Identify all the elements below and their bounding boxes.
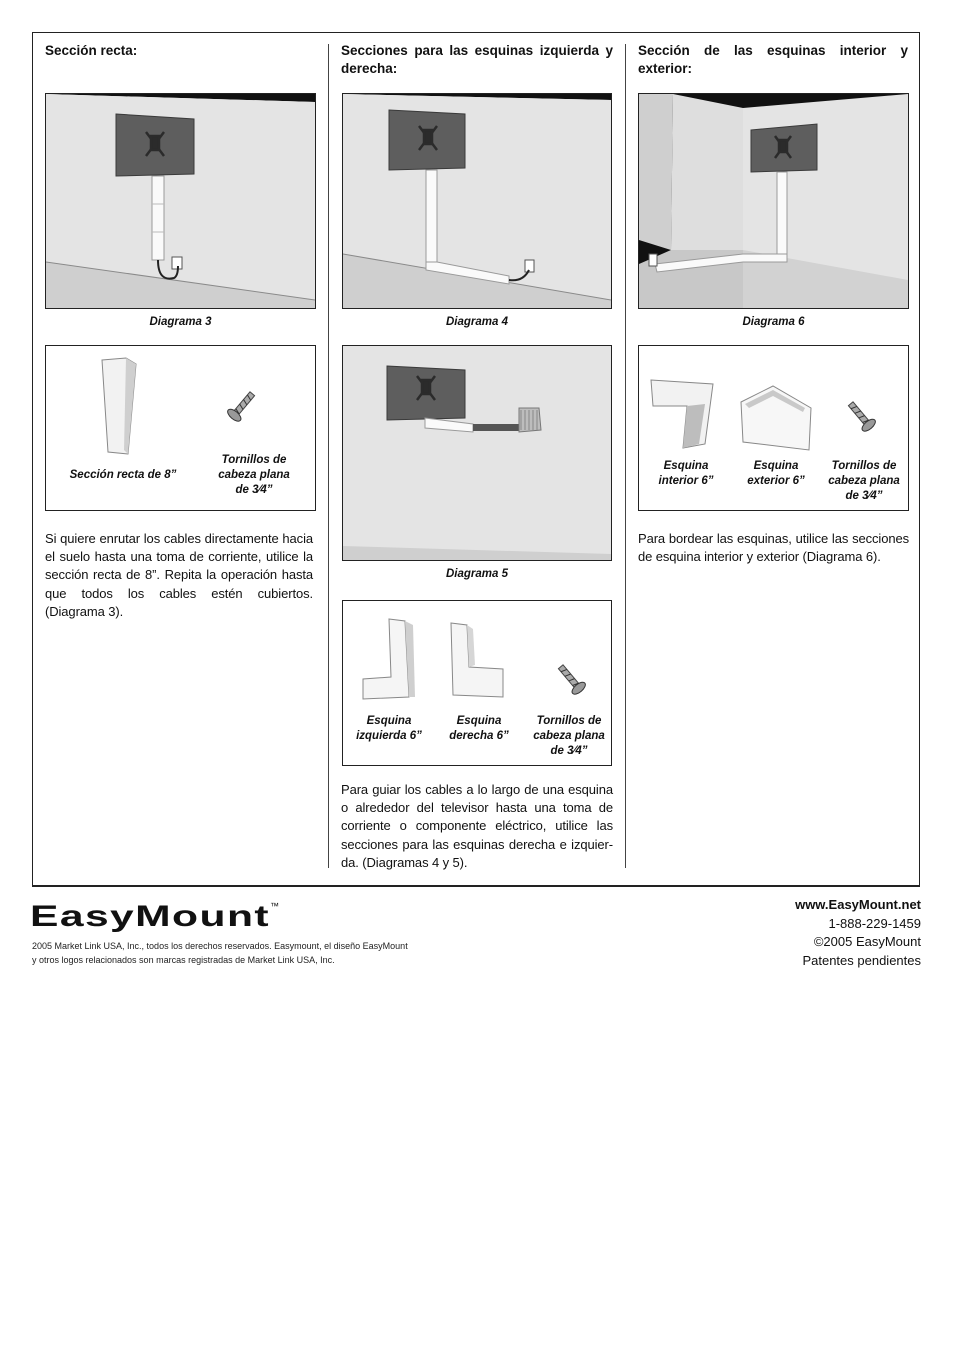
diagram-5-caption: Diagrama 5 (445, 568, 508, 580)
screw-icon (555, 662, 588, 697)
body-text-straight: Si quiere enrutar los cables directamente hacia el suelo hasta una toma de corriente, utilice la sección recta de 8”. Repita la operación hasta que todos los cables estén cubiertos. (Diagrama 3). (45, 531, 313, 619)
right-corner-part (451, 623, 503, 697)
contact-block (795, 896, 921, 970)
trademark-mark: ™ (270, 901, 279, 911)
section-heading: Sección recta: (45, 43, 138, 58)
diagram-6-illustration (638, 93, 909, 309)
section-heading: Secciones para las esquinas izquierda y derecha: (341, 43, 613, 76)
diagram-3-illustration (45, 93, 316, 309)
website-link[interactable]: www.EasyMount.net (795, 897, 921, 912)
body-text-inner-outer: Para bordear las esquinas, utilice las secciones de esquina interior y exterior (Diagrama 6). (638, 531, 909, 565)
easymount-logo-icon (30, 898, 290, 938)
part-label-right-corner: Esquina derecha 6” (449, 715, 509, 742)
inner-corner-part (651, 380, 713, 448)
screw-icon (226, 389, 259, 424)
easymount-logo (30, 898, 290, 943)
column-left-right-corners (341, 42, 613, 78)
column-inner-outer-corners (638, 42, 908, 78)
legal-line-1: 2005 Market Link USA, Inc., todos los derechos reservados. Easymount, el diseño EasyMount (32, 941, 408, 951)
column-straight-section (45, 42, 315, 60)
screw-icon (845, 399, 878, 434)
copyright-notice: ©2005 EasyMount (813, 934, 921, 949)
diagram-4-caption: Diagrama 4 (445, 316, 508, 328)
column-divider-2 (625, 44, 626, 868)
part-label-screws: Tornillos de cabeza plana de 3⁄4” (218, 454, 290, 496)
phone-number: 1-888-229-1459 (828, 915, 921, 931)
part-label-inner-corner: Esquina interior 6” (658, 460, 714, 487)
diagram-6-caption: Diagrama 6 (742, 316, 805, 328)
part-label-outer-corner: Esquina exterior 6” (747, 460, 805, 487)
diagram-4-illustration (342, 93, 612, 309)
patents-notice: Patentes pendientes (802, 952, 921, 968)
diagram-5-illustration (342, 345, 612, 561)
body-text-left-right: Para guiar los cables a lo largo de una esquina o alrededor del televisor hasta una toma de corriente o componente eléctrico, utilice las secciones para las esquinas derecha e izquier-da. (Diagramas 4 y 5). (341, 782, 613, 870)
parts-box-straight (45, 345, 316, 511)
part-label-screws: Tornillos de cabeza plana de 3⁄4” (533, 715, 605, 757)
column-divider-1 (328, 44, 329, 868)
section-heading: Sección de las esquinas interior y exterior: (638, 43, 908, 76)
parts-box-left-right (342, 600, 612, 766)
legal-line-2: y otros logos relacionados son marcas registradas de Market Link USA, Inc. (32, 955, 335, 965)
parts-box-inner-outer (638, 345, 909, 511)
legal-notice (32, 939, 408, 967)
part-label-left-corner: Esquina izquierda 6” (356, 715, 422, 742)
logo-wordmark: EasyMount (30, 900, 270, 933)
part-label-straight: Sección recta de 8” (69, 469, 177, 481)
left-corner-part (363, 619, 409, 699)
part-label-screws: Tornillos de cabeza plana de 3⁄4” (828, 460, 900, 502)
diagram-3-caption: Diagrama 3 (149, 316, 212, 328)
footer-rule (32, 885, 920, 887)
